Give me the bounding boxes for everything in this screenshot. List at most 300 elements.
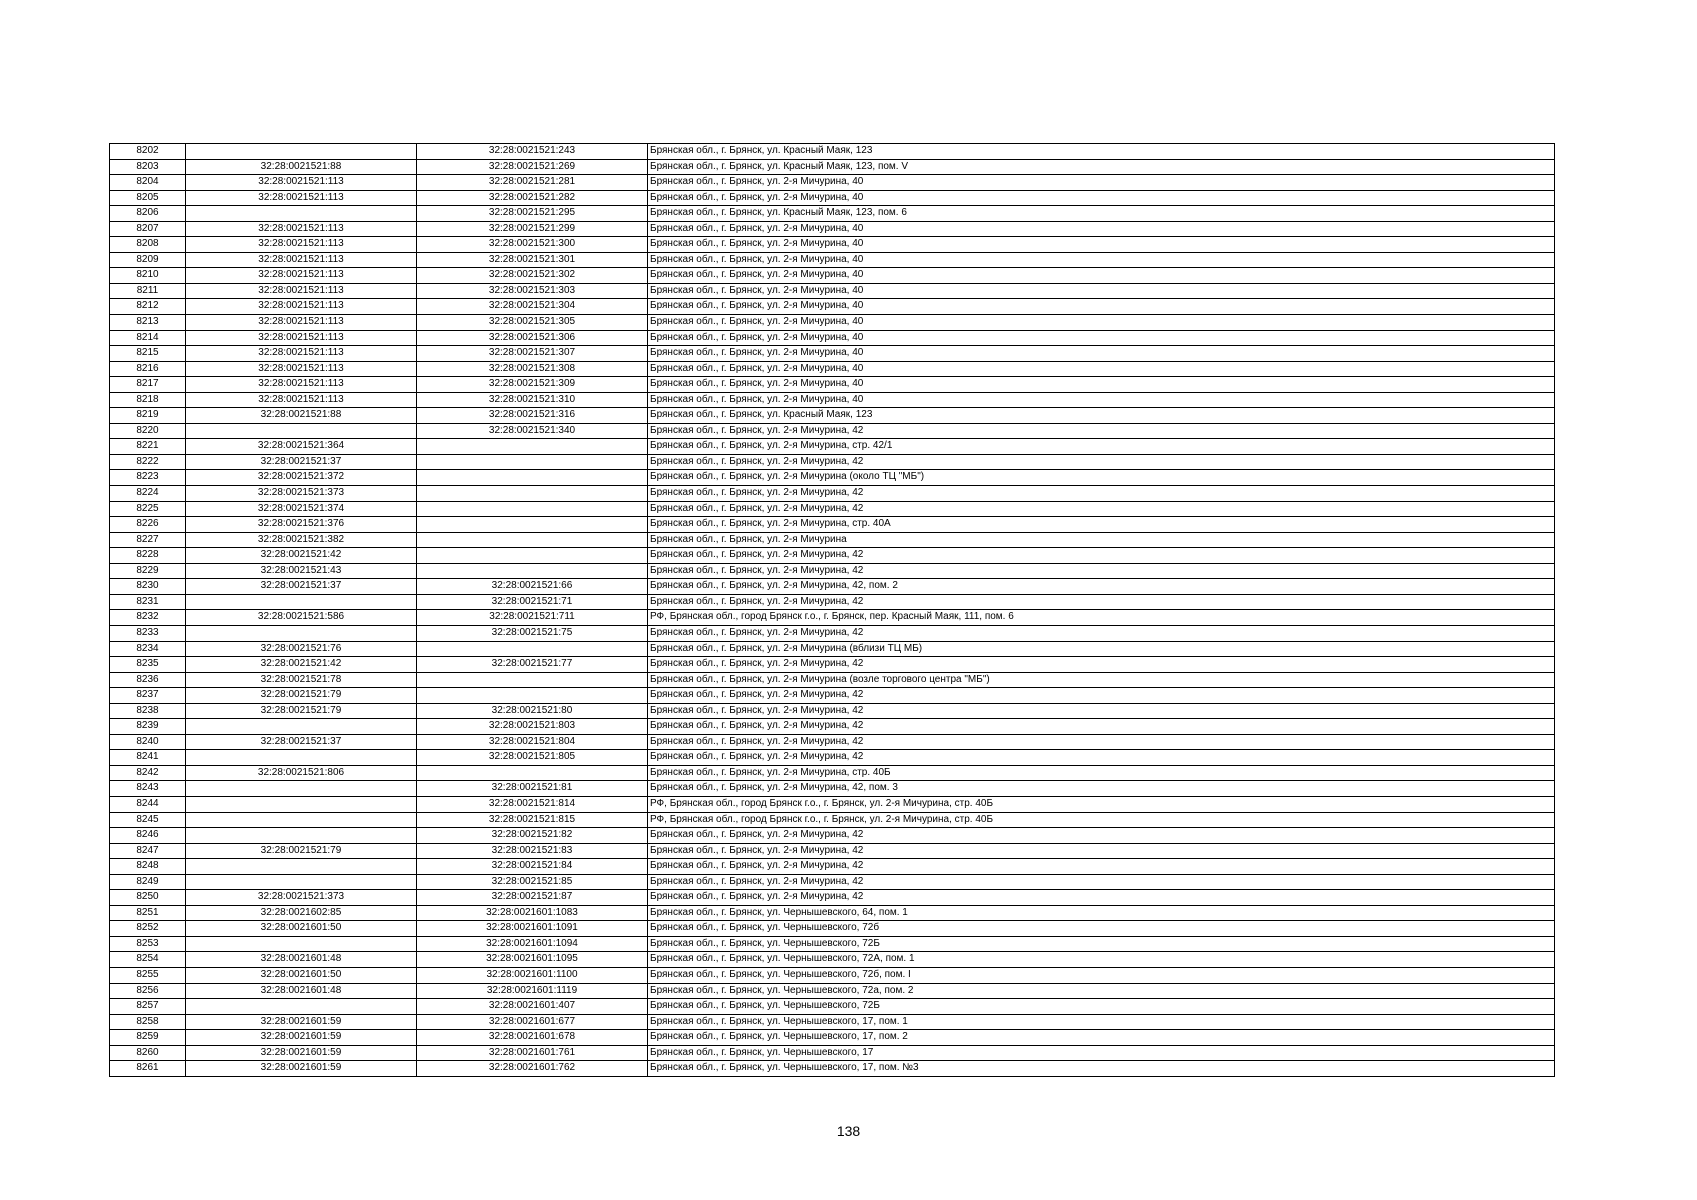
parcel-number-cell <box>186 206 417 222</box>
address-cell: Брянская обл., г. Брянск, ул. Чернышевского, 72а, пом. 2 <box>648 983 1555 999</box>
address-cell: Брянская обл., г. Брянск, ул. 2-я Мичурина, 42 <box>648 486 1555 502</box>
cadastral-table <box>109 143 1555 1077</box>
table-row <box>110 315 1555 331</box>
row-number-cell: 8220 <box>110 423 186 439</box>
row-number-cell: 8207 <box>110 221 186 237</box>
address-cell: Брянская обл., г. Брянск, ул. 2-я Мичурина, 42 <box>648 874 1555 890</box>
address-cell: Брянская обл., г. Брянск, ул. Чернышевского, 72Б <box>648 936 1555 952</box>
parcel-number-cell: 32:28:0021601:50 <box>186 967 417 983</box>
address-cell: Брянская обл., г. Брянск, ул. 2-я Мичурина, 40 <box>648 330 1555 346</box>
address-cell: Брянская обл., г. Брянск, ул. 2-я Мичурина, 42 <box>648 688 1555 704</box>
row-number-cell: 8203 <box>110 159 186 175</box>
address-cell: Брянская обл., г. Брянск, ул. 2-я Мичурина, 42 <box>648 828 1555 844</box>
table-row <box>110 828 1555 844</box>
address-cell: Брянская обл., г. Брянск, ул. 2-я Мичурина, 40 <box>648 237 1555 253</box>
table-row <box>110 190 1555 206</box>
address-cell: Брянская обл., г. Брянск, ул. 2-я Мичурина, 42 <box>648 563 1555 579</box>
object-number-cell: 32:28:0021521:304 <box>417 299 648 315</box>
object-number-cell <box>417 454 648 470</box>
address-cell: Брянская обл., г. Брянск, ул. 2-я Мичурина, 42 <box>648 501 1555 517</box>
parcel-number-cell: 32:28:0021521:113 <box>186 283 417 299</box>
row-number-cell: 8211 <box>110 283 186 299</box>
row-number-cell: 8246 <box>110 828 186 844</box>
parcel-number-cell <box>186 828 417 844</box>
row-number-cell: 8248 <box>110 859 186 875</box>
parcel-number-cell: 32:28:0021521:113 <box>186 175 417 191</box>
object-number-cell: 32:28:0021521:302 <box>417 268 648 284</box>
row-number-cell: 8236 <box>110 672 186 688</box>
table-row <box>110 346 1555 362</box>
parcel-number-cell <box>186 625 417 641</box>
parcel-number-cell: 32:28:0021601:59 <box>186 1030 417 1046</box>
object-number-cell <box>417 501 648 517</box>
table-row <box>110 252 1555 268</box>
table-row <box>110 734 1555 750</box>
parcel-number-cell <box>186 796 417 812</box>
parcel-number-cell: 32:28:0021601:50 <box>186 921 417 937</box>
object-number-cell: 32:28:0021521:306 <box>417 330 648 346</box>
table-row <box>110 221 1555 237</box>
object-number-cell: 32:28:0021601:1100 <box>417 967 648 983</box>
table-row <box>110 454 1555 470</box>
object-number-cell <box>417 688 648 704</box>
object-number-cell: 32:28:0021521:281 <box>417 175 648 191</box>
address-cell: РФ, Брянская обл., город Брянск г.о., г. Брянск, пер. Красный Маяк, 111, пом. 6 <box>648 610 1555 626</box>
row-number-cell: 8249 <box>110 874 186 890</box>
parcel-number-cell: 32:28:0021521:113 <box>186 377 417 393</box>
row-number-cell: 8206 <box>110 206 186 222</box>
object-number-cell <box>417 470 648 486</box>
row-number-cell: 8216 <box>110 361 186 377</box>
table-row <box>110 1045 1555 1061</box>
row-number-cell: 8231 <box>110 594 186 610</box>
parcel-number-cell: 32:28:0021521:113 <box>186 237 417 253</box>
address-cell: Брянская обл., г. Брянск, ул. 2-я Мичурина, 42, пом. 2 <box>648 579 1555 595</box>
parcel-number-cell: 32:28:0021521:78 <box>186 672 417 688</box>
address-cell: Брянская обл., г. Брянск, ул. 2-я Мичурина, 40 <box>648 283 1555 299</box>
object-number-cell: 32:28:0021521:308 <box>417 361 648 377</box>
row-number-cell: 8210 <box>110 268 186 284</box>
table-row <box>110 921 1555 937</box>
parcel-number-cell <box>186 812 417 828</box>
table-row <box>110 206 1555 222</box>
object-number-cell: 32:28:0021521:815 <box>417 812 648 828</box>
address-cell: Брянская обл., г. Брянск, ул. 2-я Мичурина (возле торгового центра "МБ") <box>648 672 1555 688</box>
row-number-cell: 8228 <box>110 548 186 564</box>
table-row <box>110 486 1555 502</box>
object-number-cell: 32:28:0021521:80 <box>417 703 648 719</box>
object-number-cell: 32:28:0021521:805 <box>417 750 648 766</box>
table-row <box>110 672 1555 688</box>
parcel-number-cell: 32:28:0021521:37 <box>186 579 417 595</box>
table-row <box>110 952 1555 968</box>
table-row <box>110 377 1555 393</box>
table-row <box>110 936 1555 952</box>
parcel-number-cell: 32:28:0021521:382 <box>186 532 417 548</box>
row-number-cell: 8226 <box>110 517 186 533</box>
row-number-cell: 8217 <box>110 377 186 393</box>
address-cell: Брянская обл., г. Брянск, ул. 2-я Мичурина, 42 <box>648 594 1555 610</box>
row-number-cell: 8230 <box>110 579 186 595</box>
row-number-cell: 8254 <box>110 952 186 968</box>
object-number-cell: 32:28:0021521:301 <box>417 252 648 268</box>
table-row <box>110 237 1555 253</box>
row-number-cell: 8258 <box>110 1014 186 1030</box>
row-number-cell: 8253 <box>110 936 186 952</box>
object-number-cell: 32:28:0021521:82 <box>417 828 648 844</box>
address-cell: Брянская обл., г. Брянск, ул. 2-я Мичурина, 40 <box>648 315 1555 331</box>
row-number-cell: 8261 <box>110 1061 186 1077</box>
object-number-cell: 32:28:0021521:83 <box>417 843 648 859</box>
parcel-number-cell: 32:28:0021601:48 <box>186 952 417 968</box>
table-row <box>110 470 1555 486</box>
row-number-cell: 8232 <box>110 610 186 626</box>
object-number-cell <box>417 517 648 533</box>
object-number-cell: 32:28:0021601:1094 <box>417 936 648 952</box>
table-row <box>110 874 1555 890</box>
parcel-number-cell: 32:28:0021521:79 <box>186 688 417 704</box>
parcel-number-cell: 32:28:0021521:88 <box>186 159 417 175</box>
address-cell: Брянская обл., г. Брянск, ул. 2-я Мичурина, 42 <box>648 719 1555 735</box>
address-cell: Брянская обл., г. Брянск, ул. 2-я Мичурина, 42 <box>648 548 1555 564</box>
address-cell: Брянская обл., г. Брянск, ул. Красный Маяк, 123 <box>648 408 1555 424</box>
address-cell: Брянская обл., г. Брянск, ул. 2-я Мичурина, 42 <box>648 843 1555 859</box>
row-number-cell: 8237 <box>110 688 186 704</box>
table-row <box>110 175 1555 191</box>
address-cell: Брянская обл., г. Брянск, ул. Чернышевского, 72б <box>648 921 1555 937</box>
row-number-cell: 8250 <box>110 890 186 906</box>
parcel-number-cell: 32:28:0021521:364 <box>186 439 417 455</box>
object-number-cell: 32:28:0021521:81 <box>417 781 648 797</box>
address-cell: Брянская обл., г. Брянск, ул. Чернышевского, 72б, пом. I <box>648 967 1555 983</box>
object-number-cell <box>417 563 648 579</box>
parcel-number-cell: 32:28:0021521:113 <box>186 361 417 377</box>
row-number-cell: 8202 <box>110 144 186 160</box>
address-cell: Брянская обл., г. Брянск, ул. 2-я Мичурина, 42, пом. 3 <box>648 781 1555 797</box>
parcel-number-cell: 32:28:0021521:88 <box>186 408 417 424</box>
table-row <box>110 859 1555 875</box>
table-row <box>110 579 1555 595</box>
parcel-number-cell <box>186 936 417 952</box>
parcel-number-cell: 32:28:0021601:59 <box>186 1061 417 1077</box>
row-number-cell: 8255 <box>110 967 186 983</box>
row-number-cell: 8244 <box>110 796 186 812</box>
address-cell: Брянская обл., г. Брянск, ул. 2-я Мичурина, стр. 40А <box>648 517 1555 533</box>
row-number-cell: 8204 <box>110 175 186 191</box>
table-row <box>110 703 1555 719</box>
address-cell: Брянская обл., г. Брянск, ул. 2-я Мичурина, 40 <box>648 190 1555 206</box>
table-row <box>110 517 1555 533</box>
address-cell: Брянская обл., г. Брянск, ул. 2-я Мичурина, 42 <box>648 859 1555 875</box>
parcel-number-cell: 32:28:0021521:374 <box>186 501 417 517</box>
object-number-cell: 32:28:0021521:269 <box>417 159 648 175</box>
object-number-cell <box>417 765 648 781</box>
table-row <box>110 610 1555 626</box>
table-row <box>110 1014 1555 1030</box>
object-number-cell: 32:28:0021601:407 <box>417 999 648 1015</box>
table-row <box>110 719 1555 735</box>
parcel-number-cell: 32:28:0021521:113 <box>186 190 417 206</box>
table-row <box>110 283 1555 299</box>
row-number-cell: 8229 <box>110 563 186 579</box>
object-number-cell: 32:28:0021521:75 <box>417 625 648 641</box>
parcel-number-cell: 32:28:0021521:42 <box>186 548 417 564</box>
object-number-cell: 32:28:0021521:295 <box>417 206 648 222</box>
row-number-cell: 8252 <box>110 921 186 937</box>
address-cell: Брянская обл., г. Брянск, ул. Чернышевского, 17 <box>648 1045 1555 1061</box>
row-number-cell: 8214 <box>110 330 186 346</box>
parcel-number-cell: 32:28:0021521:113 <box>186 346 417 362</box>
parcel-number-cell <box>186 859 417 875</box>
parcel-number-cell <box>186 594 417 610</box>
parcel-number-cell: 32:28:0021601:59 <box>186 1045 417 1061</box>
address-cell: Брянская обл., г. Брянск, ул. 2-я Мичурина, 42 <box>648 454 1555 470</box>
table-row <box>110 999 1555 1015</box>
parcel-number-cell: 32:28:0021521:113 <box>186 392 417 408</box>
object-number-cell <box>417 548 648 564</box>
address-cell: Брянская обл., г. Брянск, ул. 2-я Мичурина, 42 <box>648 703 1555 719</box>
address-cell: Брянская обл., г. Брянск, ул. 2-я Мичурина (вблизи ТЦ МБ) <box>648 641 1555 657</box>
address-cell: Брянская обл., г. Брянск, ул. 2-я Мичурина, 42 <box>648 734 1555 750</box>
address-cell: Брянская обл., г. Брянск, ул. Чернышевского, 17, пом. 2 <box>648 1030 1555 1046</box>
object-number-cell: 32:28:0021521:814 <box>417 796 648 812</box>
parcel-number-cell: 32:28:0021521:373 <box>186 486 417 502</box>
object-number-cell: 32:28:0021521:303 <box>417 283 648 299</box>
address-cell: Брянская обл., г. Брянск, ул. 2-я Мичурина (около ТЦ "МБ") <box>648 470 1555 486</box>
table-row <box>110 796 1555 812</box>
object-number-cell: 32:28:0021521:243 <box>417 144 648 160</box>
address-cell: Брянская обл., г. Брянск, ул. 2-я Мичурина, 40 <box>648 299 1555 315</box>
table-row <box>110 983 1555 999</box>
row-number-cell: 8256 <box>110 983 186 999</box>
parcel-number-cell: 32:28:0021521:43 <box>186 563 417 579</box>
address-cell: Брянская обл., г. Брянск, ул. 2-я Мичурина, стр. 40Б <box>648 765 1555 781</box>
table-row <box>110 1030 1555 1046</box>
row-number-cell: 8209 <box>110 252 186 268</box>
table-row <box>110 299 1555 315</box>
object-number-cell: 32:28:0021521:711 <box>417 610 648 626</box>
row-number-cell: 8219 <box>110 408 186 424</box>
table-row <box>110 330 1555 346</box>
table-row <box>110 501 1555 517</box>
object-number-cell: 32:28:0021521:803 <box>417 719 648 735</box>
address-cell: Брянская обл., г. Брянск, ул. 2-я Мичурина, 40 <box>648 221 1555 237</box>
parcel-number-cell: 32:28:0021521:586 <box>186 610 417 626</box>
row-number-cell: 8247 <box>110 843 186 859</box>
object-number-cell: 32:28:0021521:84 <box>417 859 648 875</box>
row-number-cell: 8215 <box>110 346 186 362</box>
parcel-number-cell: 32:28:0021521:79 <box>186 703 417 719</box>
parcel-number-cell: 32:28:0021601:59 <box>186 1014 417 1030</box>
table-row <box>110 423 1555 439</box>
address-cell: Брянская обл., г. Брянск, ул. Чернышевского, 64, пом. 1 <box>648 905 1555 921</box>
address-cell: Брянская обл., г. Брянск, ул. 2-я Мичурина, 42 <box>648 890 1555 906</box>
object-number-cell: 32:28:0021521:310 <box>417 392 648 408</box>
address-cell: Брянская обл., г. Брянск, ул. 2-я Мичурина, 40 <box>648 252 1555 268</box>
object-number-cell <box>417 532 648 548</box>
table-row <box>110 594 1555 610</box>
object-number-cell: 32:28:0021601:677 <box>417 1014 648 1030</box>
row-number-cell: 8238 <box>110 703 186 719</box>
table-row <box>110 967 1555 983</box>
object-number-cell: 32:28:0021521:87 <box>417 890 648 906</box>
object-number-cell: 32:28:0021521:305 <box>417 315 648 331</box>
object-number-cell: 32:28:0021601:678 <box>417 1030 648 1046</box>
address-cell: Брянская обл., г. Брянск, ул. 2-я Мичурина, 42 <box>648 657 1555 673</box>
object-number-cell: 32:28:0021601:1083 <box>417 905 648 921</box>
address-cell: Брянская обл., г. Брянск, ул. 2-я Мичурина, 42 <box>648 625 1555 641</box>
row-number-cell: 8233 <box>110 625 186 641</box>
address-cell: РФ, Брянская обл., город Брянск г.о., г. Брянск, ул. 2-я Мичурина, стр. 40Б <box>648 796 1555 812</box>
row-number-cell: 8212 <box>110 299 186 315</box>
table-row <box>110 641 1555 657</box>
address-cell: Брянская обл., г. Брянск, ул. 2-я Мичурина, 40 <box>648 361 1555 377</box>
table-row <box>110 657 1555 673</box>
parcel-number-cell <box>186 781 417 797</box>
parcel-number-cell: 32:28:0021602:85 <box>186 905 417 921</box>
address-cell: Брянская обл., г. Брянск, ул. Чернышевского, 17, пом. 1 <box>648 1014 1555 1030</box>
address-cell: Брянская обл., г. Брянск, ул. 2-я Мичурина, 40 <box>648 392 1555 408</box>
object-number-cell: 32:28:0021601:762 <box>417 1061 648 1077</box>
object-number-cell: 32:28:0021521:282 <box>417 190 648 206</box>
parcel-number-cell: 32:28:0021521:806 <box>186 765 417 781</box>
parcel-number-cell: 32:28:0021521:376 <box>186 517 417 533</box>
parcel-number-cell: 32:28:0021521:113 <box>186 299 417 315</box>
row-number-cell: 8205 <box>110 190 186 206</box>
table-row <box>110 890 1555 906</box>
object-number-cell: 32:28:0021521:307 <box>417 346 648 362</box>
object-number-cell <box>417 486 648 502</box>
address-cell: Брянская обл., г. Брянск, ул. 2-я Мичурина, 42 <box>648 423 1555 439</box>
object-number-cell: 32:28:0021521:309 <box>417 377 648 393</box>
address-cell: Брянская обл., г. Брянск, ул. Чернышевского, 72Б <box>648 999 1555 1015</box>
object-number-cell: 32:28:0021601:1095 <box>417 952 648 968</box>
parcel-number-cell: 32:28:0021521:373 <box>186 890 417 906</box>
parcel-number-cell: 32:28:0021521:113 <box>186 315 417 331</box>
object-number-cell: 32:28:0021521:300 <box>417 237 648 253</box>
row-number-cell: 8223 <box>110 470 186 486</box>
table-row <box>110 812 1555 828</box>
address-cell: Брянская обл., г. Брянск, ул. Красный Маяк, 123, пом. 6 <box>648 206 1555 222</box>
row-number-cell: 8260 <box>110 1045 186 1061</box>
table-row <box>110 408 1555 424</box>
row-number-cell: 8251 <box>110 905 186 921</box>
table-row <box>110 361 1555 377</box>
address-cell: Брянская обл., г. Брянск, ул. Красный Маяк, 123, пом. V <box>648 159 1555 175</box>
row-number-cell: 8259 <box>110 1030 186 1046</box>
parcel-number-cell: 32:28:0021521:113 <box>186 268 417 284</box>
row-number-cell: 8257 <box>110 999 186 1015</box>
object-number-cell <box>417 672 648 688</box>
row-number-cell: 8224 <box>110 486 186 502</box>
row-number-cell: 8235 <box>110 657 186 673</box>
object-number-cell <box>417 641 648 657</box>
table-row <box>110 439 1555 455</box>
parcel-number-cell: 32:28:0021521:37 <box>186 734 417 750</box>
table-row <box>110 750 1555 766</box>
table-row <box>110 781 1555 797</box>
table-row <box>110 1061 1555 1077</box>
object-number-cell: 32:28:0021601:1091 <box>417 921 648 937</box>
address-cell: РФ, Брянская обл., город Брянск г.о., г. Брянск, ул. 2-я Мичурина, стр. 40Б <box>648 812 1555 828</box>
row-number-cell: 8221 <box>110 439 186 455</box>
object-number-cell <box>417 439 648 455</box>
row-number-cell: 8240 <box>110 734 186 750</box>
address-cell: Брянская обл., г. Брянск, ул. Чернышевского, 17, пом. №3 <box>648 1061 1555 1077</box>
table-row <box>110 765 1555 781</box>
row-number-cell: 8222 <box>110 454 186 470</box>
parcel-number-cell <box>186 423 417 439</box>
object-number-cell: 32:28:0021521:71 <box>417 594 648 610</box>
table-row <box>110 905 1555 921</box>
row-number-cell: 8208 <box>110 237 186 253</box>
table-row <box>110 532 1555 548</box>
table-row <box>110 144 1555 160</box>
parcel-number-cell: 32:28:0021521:372 <box>186 470 417 486</box>
parcel-number-cell: 32:28:0021521:42 <box>186 657 417 673</box>
row-number-cell: 8234 <box>110 641 186 657</box>
row-number-cell: 8245 <box>110 812 186 828</box>
object-number-cell: 32:28:0021601:1119 <box>417 983 648 999</box>
parcel-number-cell: 32:28:0021521:113 <box>186 252 417 268</box>
page-number: 138 <box>836 1123 861 1139</box>
address-cell: Брянская обл., г. Брянск, ул. Красный Маяк, 123 <box>648 144 1555 160</box>
table-body <box>110 144 1555 1077</box>
table-row <box>110 688 1555 704</box>
address-cell: Брянская обл., г. Брянск, ул. 2-я Мичурина, стр. 42/1 <box>648 439 1555 455</box>
table-row <box>110 843 1555 859</box>
object-number-cell: 32:28:0021521:340 <box>417 423 648 439</box>
address-cell: Брянская обл., г. Брянск, ул. 2-я Мичурина <box>648 532 1555 548</box>
address-cell: Брянская обл., г. Брянск, ул. 2-я Мичурина, 40 <box>648 346 1555 362</box>
row-number-cell: 8241 <box>110 750 186 766</box>
parcel-number-cell: 32:28:0021521:76 <box>186 641 417 657</box>
table-row <box>110 548 1555 564</box>
parcel-number-cell: 32:28:0021521:113 <box>186 330 417 346</box>
row-number-cell: 8243 <box>110 781 186 797</box>
address-cell: Брянская обл., г. Брянск, ул. 2-я Мичурина, 40 <box>648 268 1555 284</box>
table-row <box>110 625 1555 641</box>
row-number-cell: 8213 <box>110 315 186 331</box>
object-number-cell: 32:28:0021521:316 <box>417 408 648 424</box>
address-cell: Брянская обл., г. Брянск, ул. 2-я Мичурина, 40 <box>648 175 1555 191</box>
parcel-number-cell: 32:28:0021521:113 <box>186 221 417 237</box>
object-number-cell: 32:28:0021601:761 <box>417 1045 648 1061</box>
parcel-number-cell <box>186 144 417 160</box>
parcel-number-cell <box>186 750 417 766</box>
parcel-number-cell <box>186 719 417 735</box>
address-cell: Брянская обл., г. Брянск, ул. Чернышевского, 72А, пом. 1 <box>648 952 1555 968</box>
object-number-cell: 32:28:0021521:299 <box>417 221 648 237</box>
row-number-cell: 8225 <box>110 501 186 517</box>
address-cell: Брянская обл., г. Брянск, ул. 2-я Мичурина, 42 <box>648 750 1555 766</box>
object-number-cell: 32:28:0021521:804 <box>417 734 648 750</box>
object-number-cell: 32:28:0021521:85 <box>417 874 648 890</box>
table-row <box>110 392 1555 408</box>
parcel-number-cell: 32:28:0021601:48 <box>186 983 417 999</box>
parcel-number-cell: 32:28:0021521:79 <box>186 843 417 859</box>
row-number-cell: 8218 <box>110 392 186 408</box>
address-cell: Брянская обл., г. Брянск, ул. 2-я Мичурина, 40 <box>648 377 1555 393</box>
table-row <box>110 159 1555 175</box>
object-number-cell: 32:28:0021521:77 <box>417 657 648 673</box>
row-number-cell: 8239 <box>110 719 186 735</box>
row-number-cell: 8242 <box>110 765 186 781</box>
object-number-cell: 32:28:0021521:66 <box>417 579 648 595</box>
table-row <box>110 268 1555 284</box>
table-row <box>110 563 1555 579</box>
parcel-number-cell: 32:28:0021521:37 <box>186 454 417 470</box>
